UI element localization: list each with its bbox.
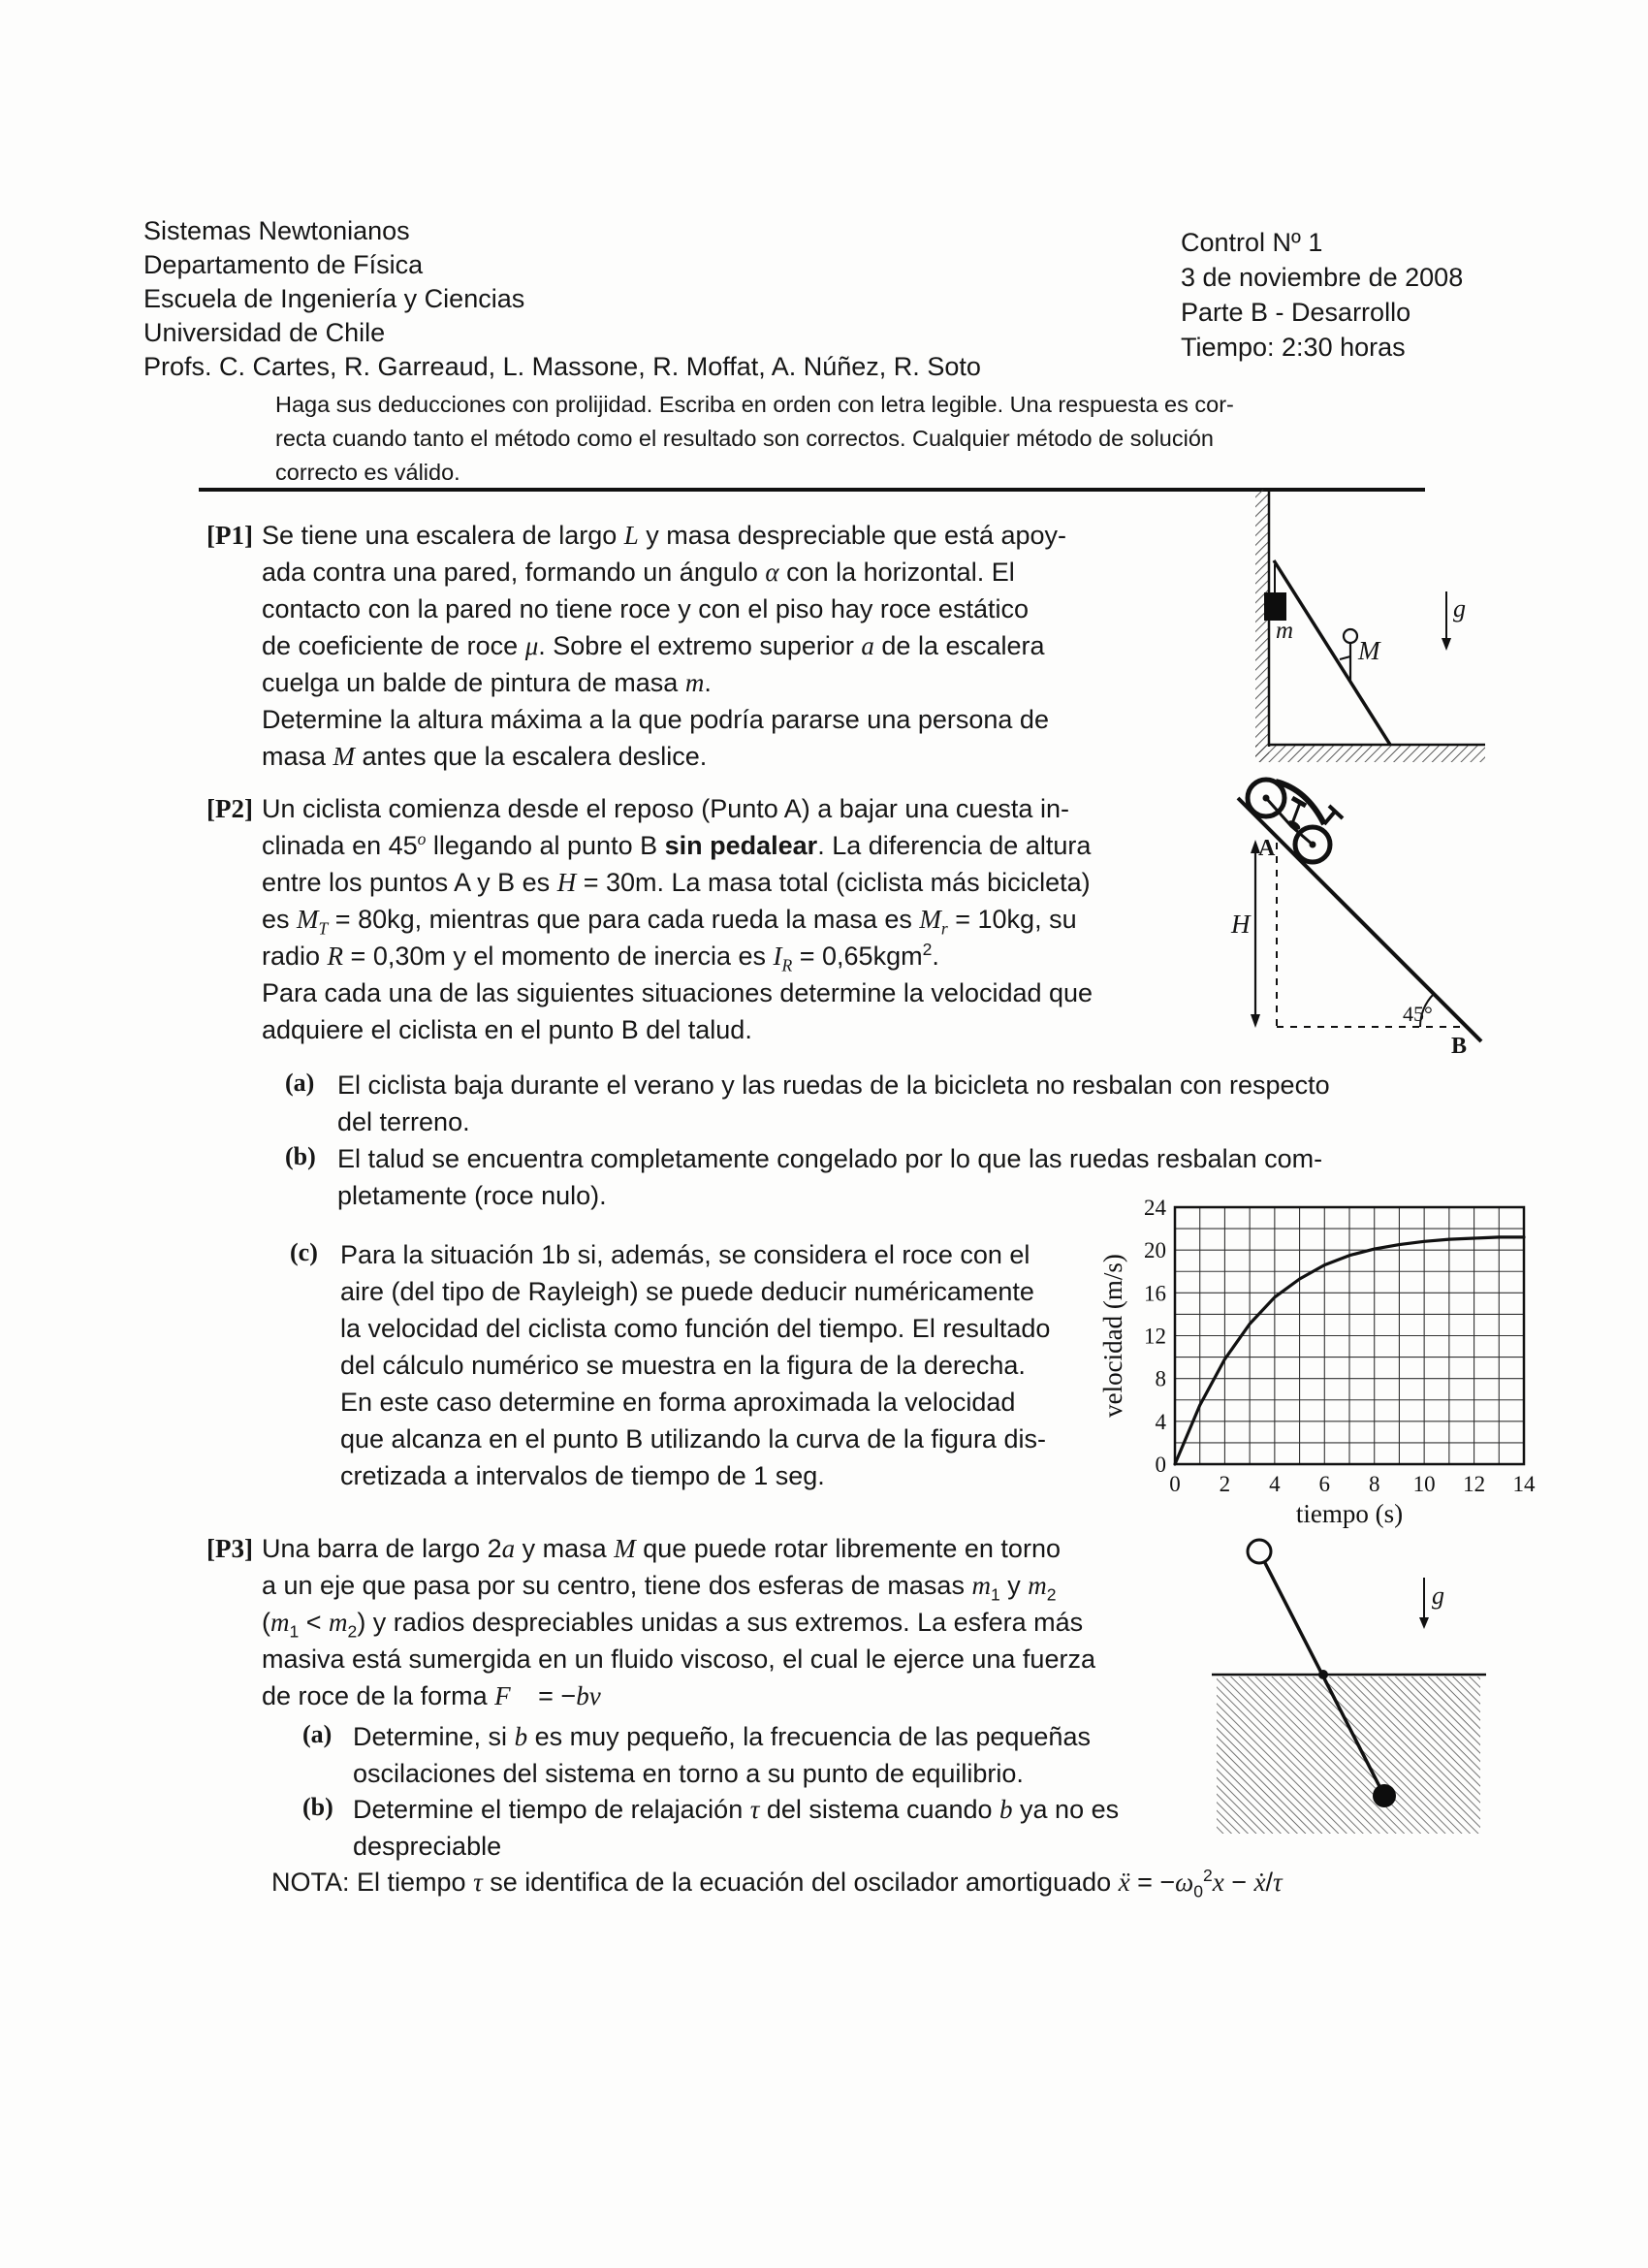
- item-c-text: [340, 1236, 1050, 1494]
- bucket-mass-label: m: [1276, 618, 1294, 644]
- p3-item-b-text: [353, 1791, 1119, 1865]
- person-mass-label: M: [1358, 636, 1380, 665]
- institution-line: Escuela de Ingeniería y Ciencias: [143, 284, 525, 313]
- y-tick-label: 12: [1144, 1324, 1166, 1349]
- x-tick-label: 4: [1269, 1472, 1281, 1496]
- text-line: cuelga un balde de pintura de masa m.: [262, 668, 712, 697]
- y-tick-label: 8: [1155, 1366, 1166, 1391]
- p3-item-a-text: [353, 1718, 1091, 1792]
- text-line: Determine, si b es muy pequeño, la frecuencia de las pequeñas: [353, 1722, 1091, 1751]
- exam-info-block: [1181, 225, 1463, 365]
- y-tick-label: 16: [1144, 1281, 1166, 1306]
- text-line: Se tiene una escalera de largo L y masa despreciable que está apoy-: [262, 521, 1067, 550]
- text-line: $(m_1 < m_2)$ y radios despreciables unidas a sus extremos. La esfera más: [262, 1608, 1084, 1642]
- item-a-marker: (a): [285, 1069, 315, 1097]
- text-line: masa M antes que la escalera deslice.: [262, 742, 708, 771]
- p2-paragraph: [262, 790, 1093, 1048]
- exam-info-line: Tiempo: 2:30 horas: [1181, 333, 1406, 362]
- item-a-text: [337, 1067, 1330, 1140]
- rod-fluid-diagram: [1202, 1532, 1493, 1842]
- text-line: ada contra una pared, formando un ángulo α con la horizontal. El: [262, 558, 1015, 587]
- height-arrowhead-bottom: [1251, 1014, 1260, 1028]
- pivot-dot: [1318, 1670, 1328, 1679]
- x-tick-label: 10: [1412, 1472, 1436, 1496]
- wall-hatching: [1255, 490, 1269, 762]
- gravity-arrowhead: [1419, 1617, 1429, 1629]
- text-line: de coeficiente de roce μ. Sobre el extremo superior a de la escalera: [262, 631, 1045, 660]
- p3-paragraph: [262, 1530, 1095, 1714]
- fluid-hatching: [1217, 1677, 1480, 1834]
- person-arm: [1340, 656, 1350, 659]
- text-line: entre los puntos A y B es H = 30m. La masa total (ciclista más bicicleta): [262, 868, 1091, 897]
- y-tick-label: 0: [1155, 1453, 1166, 1477]
- sphere-m1: [1248, 1540, 1271, 1563]
- instruction-line: Haga sus deducciones con prolijidad. Escriba en orden con letra legible. Una respuesta es cor-: [275, 392, 1234, 417]
- floor-hatching: [1255, 745, 1485, 762]
- text-line: a un eje que pasa por su centro, tiene dos esferas de masas $m_1$ y $m_2$: [262, 1571, 1057, 1605]
- x-tick-label: 6: [1318, 1472, 1331, 1496]
- slope-line: [1238, 798, 1481, 1041]
- y-tick-label: 20: [1144, 1238, 1166, 1263]
- text-line: El talud se encuentra completamente congelado por lo que las ruedas resbalan com-: [337, 1144, 1323, 1173]
- text-line: del cálculo numérico se muestra en la figura de la derecha.: [340, 1351, 1026, 1380]
- gravity-arrowhead: [1442, 638, 1451, 651]
- text-line: Un ciclista comienza desde el reposo (Punto A) a bajar una cuesta in-: [262, 794, 1069, 823]
- text-line: la velocidad del ciclista como función del tiempo. El resultado: [340, 1314, 1051, 1343]
- exam-info-line: Parte B - Desarrollo: [1181, 298, 1411, 327]
- instructions: [275, 388, 1234, 490]
- text-line: clinada en 45$^o$ llegando al punto B sin pedalear. La diferencia de altura: [262, 829, 1092, 860]
- text-line: Para la situación 1b si, además, se considera el roce con el: [340, 1240, 1030, 1269]
- p3-item-b-marker: (b): [302, 1793, 333, 1821]
- item-c-marker: (c): [290, 1238, 318, 1266]
- p1-paragraph: [262, 517, 1066, 775]
- paint-bucket: [1264, 592, 1286, 621]
- point-b-label: B: [1451, 1034, 1468, 1057]
- instruction-line: correcto es válido.: [275, 460, 460, 485]
- x-tick-label: 8: [1368, 1472, 1380, 1496]
- stem: [1324, 812, 1335, 824]
- institution-line: Universidad de Chile: [143, 318, 386, 347]
- text-line: Para cada una de las siguientes situaciones determine la velocidad que: [262, 978, 1093, 1007]
- text-line: Determine la altura máxima a la que podría pararse una persona de: [262, 705, 1049, 734]
- p3-item-a-marker: (a): [302, 1720, 333, 1748]
- text-line: Determine el tiempo de relajación τ del sistema cuando b ya no es: [353, 1795, 1120, 1824]
- text-line: despreciable: [353, 1832, 502, 1861]
- x-tick-label: 0: [1169, 1472, 1181, 1496]
- angle-label: 45°: [1403, 1002, 1433, 1026]
- institution-block: [143, 214, 981, 384]
- p2-label: [P2]: [206, 794, 253, 823]
- ladder-diagram: [1202, 483, 1503, 774]
- p3-label: [P3]: [206, 1534, 253, 1563]
- text-line: del terreno.: [337, 1107, 470, 1136]
- text-line: En este caso determine en forma aproximada la velocidad: [340, 1388, 1016, 1417]
- text-line: contacto con la pared no tiene roce y con el piso hay roce estático: [262, 594, 1029, 623]
- x-tick-label: 12: [1463, 1472, 1486, 1496]
- text-line: oscilaciones del sistema en torno a su punto de equilibrio.: [353, 1759, 1024, 1788]
- text-line: masiva está sumergida en un fluido viscoso, el cual le ejerce una fuerza: [262, 1645, 1095, 1674]
- person-head: [1344, 629, 1357, 643]
- p1-label: [P1]: [206, 521, 253, 550]
- item-b-marker: (b): [285, 1142, 316, 1170]
- gravity-label: g: [1453, 594, 1466, 623]
- slope-diagram: [1202, 766, 1503, 1057]
- text-line: de roce de la forma F⃗ = −bv⃗: [262, 1681, 621, 1710]
- exam-info-line: Control Nº 1: [1181, 228, 1323, 257]
- text-line: adquiere el ciclista en el punto B del talud.: [262, 1015, 752, 1044]
- institution-line: Sistemas Newtonianos: [143, 216, 410, 245]
- x-tick-label: 14: [1512, 1472, 1536, 1496]
- text-line: El ciclista baja durante el verano y las ruedas de la bicicleta no resbalan con respecto: [337, 1070, 1330, 1100]
- text-line: Una barra de largo 2a y masa M que puede rotar libremente en torno: [262, 1534, 1061, 1563]
- x-tick-label: 2: [1219, 1472, 1231, 1496]
- point-a-label: A: [1258, 836, 1276, 861]
- x-axis-label: tiempo (s): [1295, 1499, 1404, 1528]
- exam-info-line: 3 de noviembre de 2008: [1181, 263, 1464, 292]
- text-line: es $M_T = 80kg$, mientras que para cada rueda la masa es $M_r = 10kg$, su: [262, 905, 1077, 939]
- y-axis-label: velocidad (m/s): [1098, 1254, 1127, 1418]
- text-line: cretizada a intervalos de tiempo de 1 seg.: [340, 1461, 825, 1490]
- text-line: que alcanza en el punto B utilizando la curva de la figura dis-: [340, 1424, 1046, 1453]
- velocity-time-chart: [1095, 1193, 1551, 1532]
- gravity-label: g: [1432, 1581, 1444, 1610]
- y-tick-label: 4: [1155, 1409, 1166, 1434]
- text-line: aire (del tipo de Rayleigh) se puede deducir numéricamente: [340, 1277, 1034, 1306]
- sphere-m2: [1373, 1784, 1396, 1807]
- institution-line: Departamento de Física: [143, 250, 424, 279]
- nota-line: NOTA: El tiempo τ se identifica de la ecuación del oscilador amortiguado ẍ = $-\omega_0^2x$ − ẋ/τ: [271, 1866, 1283, 1901]
- text-line: pletamente (roce nulo).: [337, 1181, 607, 1210]
- height-label: H: [1231, 910, 1251, 939]
- professors-line: Profs. C. Cartes, R. Garreaud, L. Massone, R. Moffat, A. Núñez, R. Soto: [143, 352, 981, 381]
- instruction-line: recta cuando tanto el método como el resultado son correctos. Cualquier método de solución: [275, 426, 1214, 451]
- y-tick-label: 24: [1144, 1196, 1166, 1220]
- text-line: radio R = 0,30m y el momento de inercia es $I_R = 0,65kgm^2$.: [262, 940, 939, 975]
